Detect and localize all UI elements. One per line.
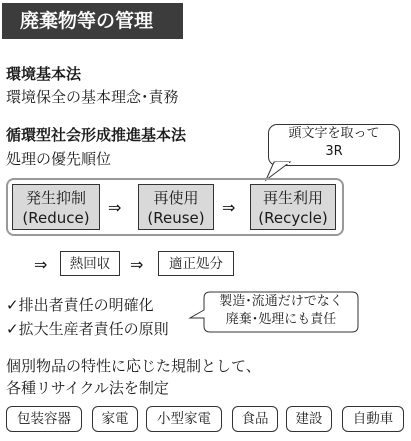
priority-subheading: 処理の優先順位	[6, 150, 112, 168]
arrow-icon: ⇒	[222, 198, 236, 217]
callout-responsibility-line2: 廃棄･処理にも責任	[225, 312, 337, 327]
step-reuse-en: (Reuse)	[147, 209, 205, 227]
step-recycle-jp: 再生利用	[262, 189, 323, 207]
responsibility-item-2: ✓拡大生産者責任の原則	[6, 320, 169, 338]
recycling-law-tag-appliances: 家電	[92, 406, 138, 432]
arrow-icon: ⇒	[130, 255, 144, 274]
recycling-laws-line2: 各種リサイクル法を制定	[6, 379, 169, 397]
step-reduce-jp: 発生抑制	[25, 189, 86, 207]
arrow-icon: ⇒	[108, 198, 122, 217]
recycling-laws-line1: 個別物品の特性に応じた規制として、	[6, 357, 261, 375]
recycling-law-tag-small-appliances: 小型家電	[146, 406, 222, 432]
responsibility-item-1: ✓排出者責任の明確化	[6, 296, 154, 314]
step-recycle	[250, 184, 336, 230]
step-heat-recovery: 熱回収	[60, 251, 120, 276]
section-heading-recycling-society-law: 循環型社会形成推進基本法	[6, 126, 187, 144]
callout-responsibility-line1: 製造･流通だけでなく	[219, 294, 343, 309]
arrow-icon: ⇒	[34, 255, 48, 274]
step-recycle-en: (Recycle)	[258, 209, 328, 227]
recycling-law-tag-automobile: 自動車	[342, 406, 404, 432]
page-title: 廃棄物等の管理	[2, 3, 183, 39]
step-proper-disposal: 適正処分	[158, 251, 234, 276]
callout-3r-line1: 頭文字を取って	[288, 126, 380, 141]
recycling-law-tag-packaging: 包装容器	[6, 406, 82, 432]
step-reuse-jp: 再使用	[153, 189, 199, 207]
section-body-basic-environment-law: 環境保全の基本理念･責務	[6, 88, 179, 106]
section-heading-basic-environment-law: 環境基本法	[6, 65, 82, 83]
recycling-law-tag-construction: 建設	[286, 406, 332, 432]
callout-3r-line2: 3R	[325, 144, 343, 159]
recycling-law-tag-food: 食品	[232, 406, 278, 432]
callout-responsibility	[206, 293, 356, 329]
step-reduce	[12, 184, 100, 230]
step-reuse	[138, 184, 214, 230]
step-reduce-en: (Reduce)	[22, 209, 90, 227]
